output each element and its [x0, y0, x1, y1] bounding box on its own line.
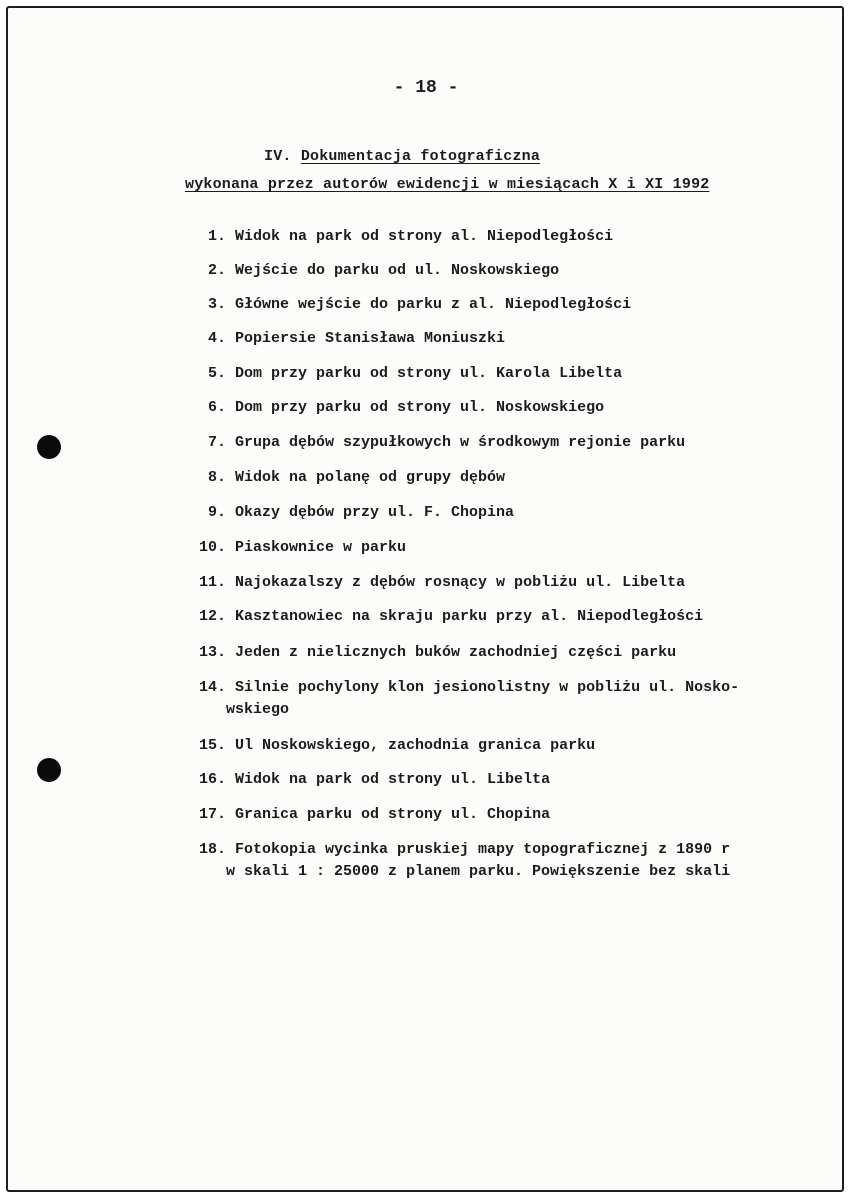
- list-item: [180, 432, 805, 454]
- item-text: Granica parku od strony ul. Chopina: [235, 806, 551, 823]
- list-item: [180, 804, 805, 826]
- item-text: Ul Noskowskiego, zachodnia granica parku: [235, 737, 596, 754]
- item-text: Wejście do parku od ul. Noskowskiego: [235, 262, 560, 279]
- item-text: Dom przy parku od strony ul. Noskowskiego: [235, 399, 605, 416]
- item-number: 6.: [207, 399, 226, 416]
- item-text: Popiersie Stanisława Moniuszki: [235, 330, 506, 347]
- item-number: 5.: [207, 365, 226, 382]
- item-text: Widok na park od strony al. Niepodległości: [235, 228, 614, 245]
- item-text: Piaskownice w parku: [235, 539, 407, 556]
- item-text: Główne wejście do parku z al. Niepodległości: [235, 296, 632, 313]
- item-number: 10.: [198, 539, 226, 556]
- list-item: [180, 226, 805, 248]
- list-item: [180, 769, 805, 791]
- list-item: [180, 839, 805, 883]
- list-item: [180, 572, 805, 594]
- item-text: Najokazalszy z dębów rosnący w pobliżu ul. Libelta: [235, 574, 686, 591]
- list-item: [180, 537, 805, 559]
- list-item: [180, 467, 805, 489]
- item-text: Widok na park od strony ul. Libelta: [235, 771, 551, 788]
- section-number: IV.: [264, 148, 292, 165]
- page-number: - 18 -: [393, 78, 459, 98]
- list-item: [180, 642, 805, 664]
- item-text: Fotokopia wycinka pruskiej mapy topograficznej z 1890 r: [235, 841, 731, 858]
- item-number: 7.: [207, 434, 226, 451]
- list-item: [180, 735, 805, 757]
- list-item: [180, 502, 805, 524]
- item-text: Widok na polanę od grupy dębów: [235, 469, 506, 486]
- item-number: 16.: [198, 771, 226, 788]
- item-text: Jeden z nielicznych buków zachodniej części parku: [235, 644, 677, 661]
- list-item: [180, 397, 805, 419]
- list-item: [180, 260, 805, 282]
- section-title: Dokumentacja fotograficzna: [300, 148, 541, 165]
- item-text: Silnie pochylony klon jesionolistny w pobliżu ul. Nosko-: [235, 679, 740, 696]
- item-number: 8.: [207, 469, 226, 486]
- item-number: 12.: [198, 608, 226, 625]
- punch-hole-icon: [37, 435, 61, 459]
- item-text: Okazy dębów przy ul. F. Chopina: [235, 504, 515, 521]
- item-number: 18.: [198, 841, 226, 858]
- item-text: Kasztanowiec na skraju parku przy al. Niepodległości: [235, 608, 704, 625]
- item-number: 4.: [207, 330, 226, 347]
- item-text-continued: wskiego: [226, 701, 290, 718]
- list-item: [180, 677, 805, 721]
- section-heading: [264, 148, 540, 165]
- item-text-continued: w skali 1 : 25000 z planem parku. Powiększenie bez skali: [226, 863, 731, 880]
- item-number: 15.: [198, 737, 226, 754]
- item-number: 2.: [207, 262, 226, 279]
- list-item: [180, 363, 805, 385]
- item-number: 17.: [198, 806, 226, 823]
- section-subtitle: wykonana przez autorów ewidencji w miesiącach X i XI 1992: [185, 176, 710, 193]
- item-number: 13.: [198, 644, 226, 661]
- item-text: Dom przy parku od strony ul. Karola Libelta: [235, 365, 623, 382]
- item-text: Grupa dębów szypułkowych w środkowym rejonie parku: [235, 434, 686, 451]
- punch-hole-icon: [37, 758, 61, 782]
- list-item: [180, 606, 805, 628]
- list-item: [180, 294, 805, 316]
- list-item: [180, 328, 805, 350]
- item-number: 14.: [198, 679, 226, 696]
- item-number: 11.: [198, 574, 226, 591]
- item-number: 9.: [207, 504, 226, 521]
- item-number: 3.: [207, 296, 226, 313]
- item-number: 1.: [207, 228, 226, 245]
